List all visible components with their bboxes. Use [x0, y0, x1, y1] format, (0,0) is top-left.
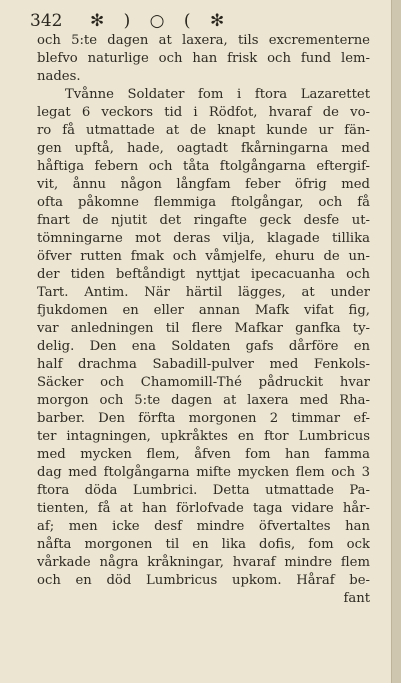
header-ornament: ✻ ) ○ ( ✻ — [90, 11, 232, 31]
text-line: ro få utmattade at de knapt kunde ur fän- — [37, 123, 370, 138]
text-line: öfver rutten fmak och våmjelfe, ehuru de un- — [37, 249, 370, 264]
text-line: ter intagningen, upkråktes en ftor Lumbricus — [37, 429, 370, 444]
text-line: vit, ånnu någon långfam feber öfrig med — [37, 177, 370, 192]
text-line: nades. — [37, 69, 81, 84]
text-line: Tart. Antim. När härtil lägges, at under — [37, 285, 370, 300]
text-line: och 5:te dagen at laxera, tils excrementerne — [37, 33, 370, 48]
text-line: tienten, få at han förlofvade taga vidare hår- — [37, 501, 370, 516]
text-line: delig. Den ena Soldaten gafs dårföre en — [37, 339, 370, 354]
text-line: fjukdomen en eller annan Mafk vifat fig, — [37, 303, 370, 318]
text-line: tömningarne mot deras vilja, klagade tillika — [37, 231, 370, 246]
body-text — [37, 32, 370, 608]
text-line: Tvånne Soldater fom i ftora Lazarettet — [65, 87, 370, 102]
page-header — [30, 8, 375, 34]
text-line: morgon och 5:te dagen at laxera med Rha- — [37, 393, 370, 408]
text-line: af; men icke desf mindre öfvertaltes han — [37, 519, 370, 534]
text-line: half drachma Sabadill-pulver med Fenkols- — [37, 357, 370, 372]
text-line: nåfta morgonen til en lika dofis, fom ock — [37, 537, 370, 552]
text-line: blefvo naturlige och han frisk och fund lem- — [37, 51, 370, 66]
text-line: håftiga febern och tåta ftolgångarna eftergif- — [37, 159, 370, 174]
text-line: ofta påkomne flemmiga ftolgångar, och få — [37, 195, 370, 210]
text-line: barber. Den förfta morgonen 2 timmar ef- — [37, 411, 370, 426]
text-line: och en död Lumbricus upkom. Håraf be- — [37, 573, 370, 588]
text-line: legat 6 veckors tid i Rödfot, hvaraf de vo- — [37, 105, 370, 120]
page-edge — [391, 0, 401, 683]
text-line: fant — [343, 591, 370, 606]
text-line: gen upftå, hade, oagtadt fkårningarna med — [37, 141, 370, 156]
text-line: dag med ftolgångarna mifte mycken flem och 3 — [37, 465, 370, 480]
text-line: med mycken flem, åfven fom han famma — [37, 447, 370, 462]
text-line: vårkade några kråkningar, hvaraf mindre flem — [37, 555, 370, 570]
text-line: ftora döda Lumbrici. Detta utmattade Pa- — [37, 483, 370, 498]
page-number: 342 — [30, 11, 63, 31]
text-line: der tiden beftåndigt nyttjat ipecacuanha och — [37, 267, 370, 282]
text-line: Säcker och Chamomill-Thé pådruckit hvar — [37, 375, 370, 390]
text-line: var anledningen til flere Mafkar ganfka ty- — [37, 321, 370, 336]
text-line: fnart de njutit det ringafte geck desfe ut- — [37, 213, 370, 228]
